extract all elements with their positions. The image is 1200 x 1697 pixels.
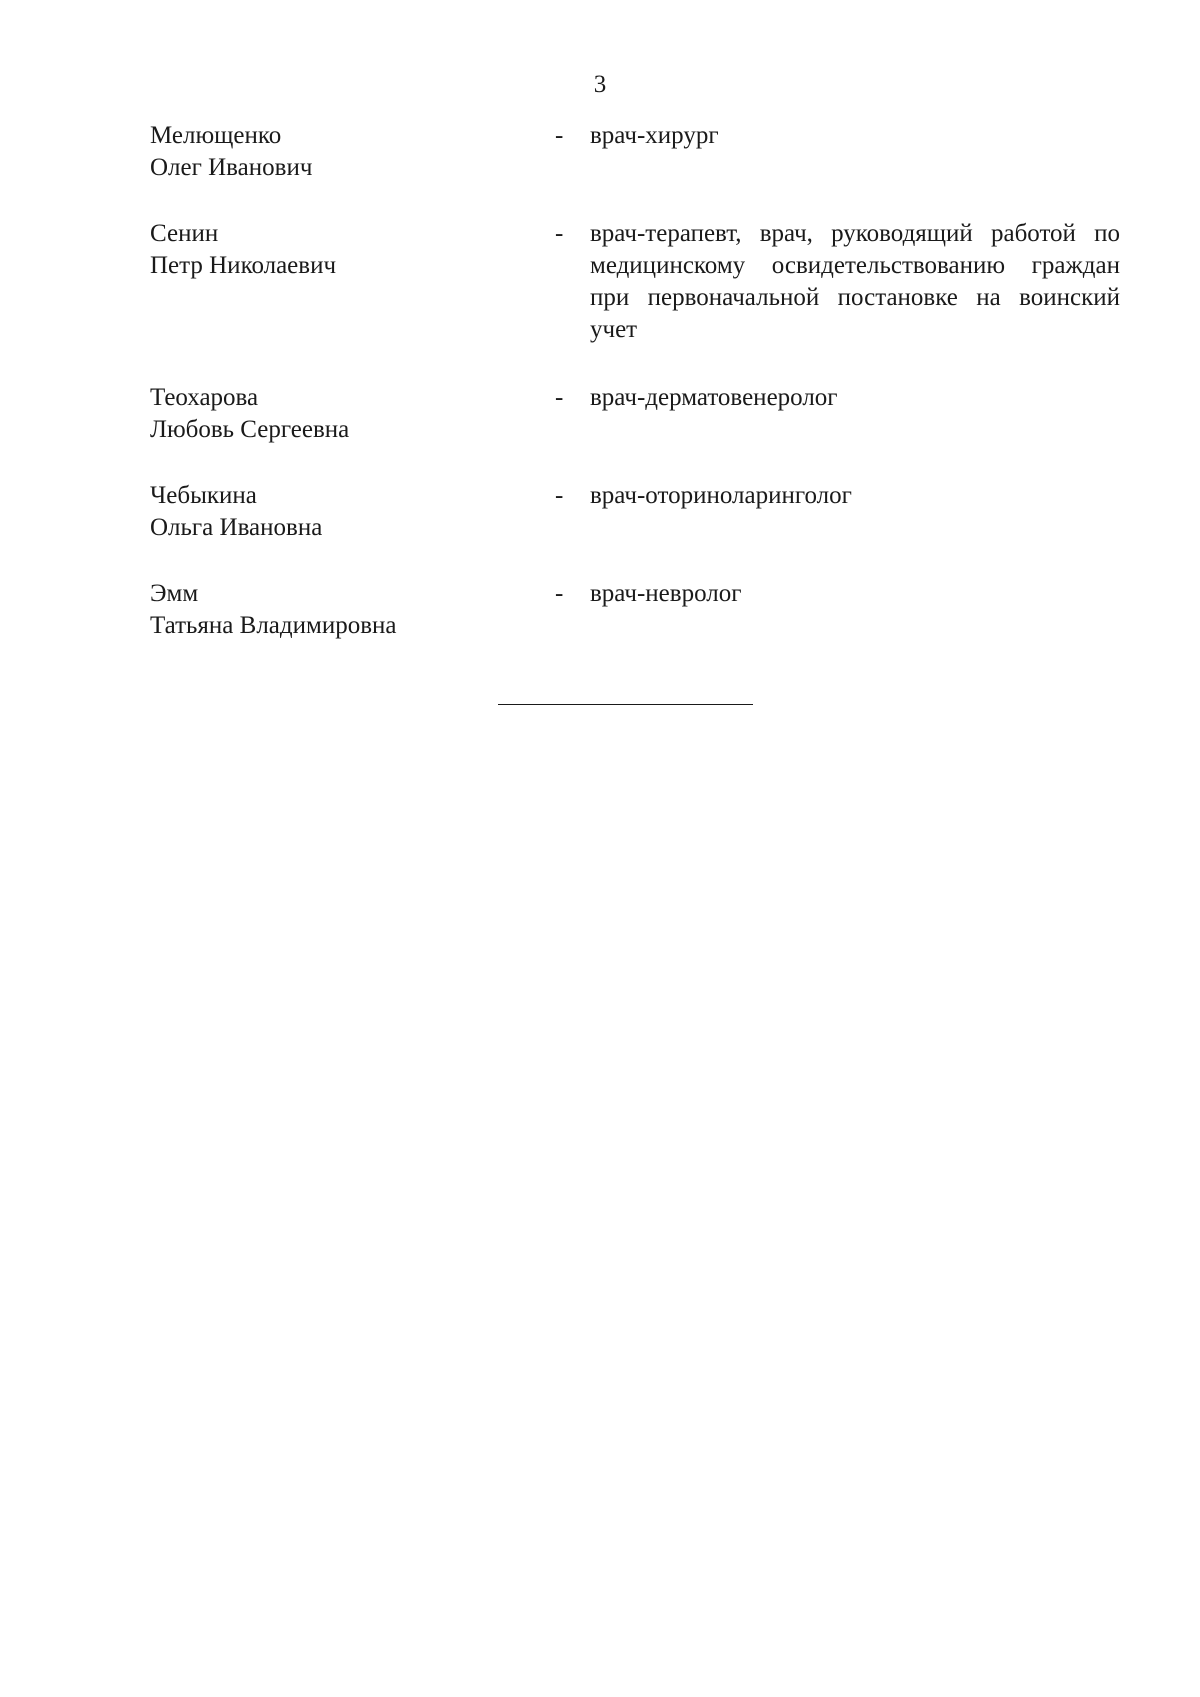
dash-separator: - [555, 122, 564, 149]
person-role: врач-терапевт, врач, руководящий работой по медицинскому освидетельствованию граждан при первоначальной постановке на воинский учет [590, 220, 1120, 343]
person-name [150, 480, 550, 544]
person-role: врач-дерматовенеролог [590, 384, 838, 411]
person-name [150, 578, 550, 642]
surname: Мелющенко [150, 122, 282, 149]
person-name [150, 120, 550, 184]
given-names: Татьяна Владимировна [150, 612, 397, 639]
dash-separator: - [555, 580, 564, 607]
given-names: Олег Иванович [150, 154, 313, 181]
given-names: Петр Николаевич [150, 252, 337, 279]
surname: Чебыкина [150, 482, 257, 509]
person-name [150, 382, 550, 446]
dash-separator: - [555, 220, 564, 247]
person-role: врач-хирург [590, 122, 719, 149]
given-names: Любовь Сергеевна [150, 416, 350, 443]
dash-separator: - [555, 384, 564, 411]
surname: Эмм [150, 580, 199, 607]
surname: Теохарова [150, 384, 259, 411]
given-names: Ольга Ивановна [150, 514, 323, 541]
person-role: врач-невролог [590, 580, 742, 607]
surname: Сенин [150, 220, 219, 247]
page-number: 3 [593, 71, 607, 98]
dash-separator: - [555, 482, 564, 509]
person-name [150, 218, 550, 282]
person-role: врач-оториноларинголог [590, 482, 852, 509]
end-of-list-divider [498, 704, 753, 705]
